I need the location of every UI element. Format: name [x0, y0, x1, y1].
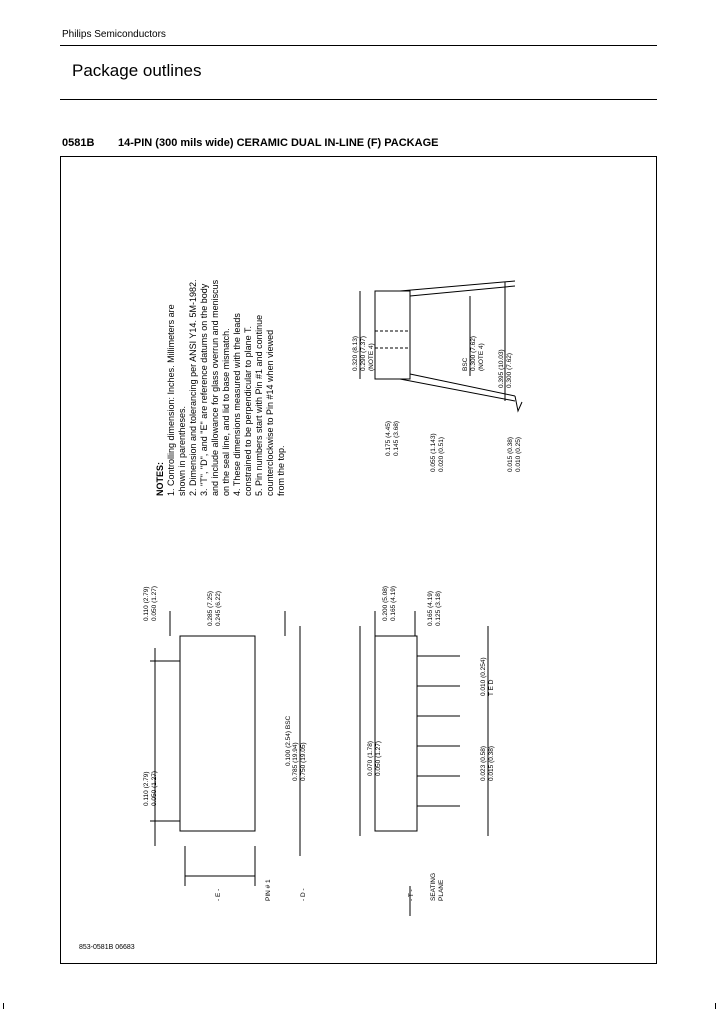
svg-text:PLANE: PLANE [438, 879, 445, 901]
datum-e [215, 889, 222, 901]
note-line: 3. "T", "D", and "E" are reference datums on the body [199, 283, 209, 496]
svg-text:0.300 (7.62): 0.300 (7.62) [506, 352, 513, 388]
note-line: counterclockwise to Pin #14 when viewed [265, 329, 275, 496]
svg-text:0.050 (1.27): 0.050 (1.27) [375, 740, 382, 776]
svg-text:PIN # 1: PIN # 1 [265, 879, 272, 901]
package-drawing [60, 156, 657, 964]
dim-top-2 [207, 591, 222, 626]
svg-text:0.110 (2.79): 0.110 (2.79) [143, 586, 150, 621]
dim-body-height [385, 421, 400, 456]
svg-text:SEATING: SEATING [430, 872, 437, 901]
svg-text:0.055 (1.143): 0.055 (1.143) [430, 433, 437, 472]
note-line: on the seal line, and lid to base mismatch. [221, 328, 231, 496]
notes-heading: NOTES: [155, 461, 165, 496]
svg-text:T E D: T E D [488, 679, 495, 696]
svg-text:0.070 (1.78): 0.070 (1.78) [367, 740, 374, 776]
note-line: and include allowance for glass overrun and meniscus [210, 279, 220, 496]
datum-d [300, 888, 307, 901]
section-title: Package outlines [72, 61, 202, 80]
notes-block [155, 279, 286, 496]
note-line: from the top. [276, 445, 286, 496]
dim-side-2 [427, 591, 442, 626]
dim-body-width [352, 336, 375, 371]
svg-text:0.165 (4.19): 0.165 (4.19) [390, 585, 397, 621]
svg-text:0.023 (0.58): 0.023 (0.58) [480, 745, 487, 781]
note-line: 5. Pin numbers start with Pin #1 and continue [254, 314, 264, 496]
svg-text:0.110 (2.79): 0.110 (2.79) [143, 771, 150, 806]
svg-text:0.300 (7.62): 0.300 (7.62) [470, 335, 477, 371]
svg-text:0.050 (1.27): 0.050 (1.27) [151, 770, 158, 806]
dim-lead-span [498, 349, 513, 388]
svg-text:0.020 (0.51): 0.020 (0.51) [438, 436, 445, 472]
svg-text:0.010 (0.254): 0.010 (0.254) [480, 657, 487, 696]
svg-text:- T -: - T - [408, 889, 415, 901]
dim-lead-thickness [430, 433, 445, 472]
dim-pitch [285, 715, 292, 766]
dim-length [292, 742, 307, 781]
svg-text:0.175 (4.45): 0.175 (4.45) [385, 420, 392, 456]
svg-text:0.050 (1.27): 0.050 (1.27) [151, 585, 158, 621]
svg-text:- E -: - E - [215, 888, 222, 901]
svg-text:0.395 (10.03): 0.395 (10.03) [498, 349, 505, 388]
svg-text:0.100 (2.54) BSC: 0.100 (2.54) BSC [285, 715, 292, 766]
dim-side-5 [480, 746, 495, 781]
drawing-number: 853-0581B 06683 [79, 944, 135, 951]
note-line: constrained to be perpendicular to plane T. [243, 326, 253, 496]
note-line: 1. Controlling dimension: Inches. Millimeters are [166, 304, 176, 496]
svg-text:0.145 (3.68): 0.145 (3.68) [393, 420, 400, 456]
svg-text:(NOTE 4): (NOTE 4) [368, 343, 375, 371]
package-title: 14-PIN (300 mils wide) CERAMIC DUAL IN-LINE (F) PACKAGE [118, 137, 439, 149]
end-view [360, 281, 522, 411]
svg-text:0.010 (0.25): 0.010 (0.25) [515, 436, 522, 472]
svg-text:0.245 (6.22): 0.245 (6.22) [215, 590, 222, 626]
note-line: 2. Dimension and tolerancing per ANSI Y14. 5M-1982. [188, 279, 198, 496]
dim-side-4 [367, 741, 382, 776]
svg-text:0.125 (3.18): 0.125 (3.18) [435, 590, 442, 626]
dim-side-1 [382, 586, 397, 621]
dim-lead-span-bsc [462, 336, 485, 371]
crop-mark [715, 1003, 716, 1009]
svg-text:0.200 (5.08): 0.200 (5.08) [382, 585, 389, 621]
note-line: shown in parentheses. [177, 405, 187, 496]
svg-text:BSC: BSC [462, 357, 469, 371]
svg-text:0.750 (19.05): 0.750 (19.05) [300, 742, 307, 781]
svg-text:0.165 (4.19): 0.165 (4.19) [427, 590, 434, 626]
header-rule [60, 45, 657, 46]
pin1-label [265, 879, 272, 901]
dim-lead-width [507, 437, 522, 472]
svg-text:0.320 (8.13): 0.320 (8.13) [352, 335, 359, 371]
top-view [150, 611, 300, 886]
note-line: 4. These dimensions measured with the leads [232, 313, 242, 496]
svg-text:0.290 (7.37): 0.290 (7.37) [360, 335, 367, 371]
svg-text:0.015 (0.38): 0.015 (0.38) [488, 745, 495, 781]
svg-text:0.785 (19.94): 0.785 (19.94) [292, 742, 299, 781]
svg-text:0.285 (7.25): 0.285 (7.25) [207, 590, 214, 626]
package-code: 0581B [62, 137, 95, 149]
company-name: Philips Semiconductors [62, 29, 166, 40]
datum-t [408, 889, 415, 901]
svg-text:- D -: - D - [300, 888, 307, 901]
seating-plane-label [430, 873, 445, 901]
dim-top-3 [143, 771, 158, 806]
dim-top-1 [143, 586, 158, 621]
section-rule [60, 99, 657, 100]
svg-text:(NOTE 4): (NOTE 4) [478, 343, 485, 371]
svg-text:0.015 (0.38): 0.015 (0.38) [507, 436, 514, 472]
crop-mark [3, 1003, 4, 1009]
